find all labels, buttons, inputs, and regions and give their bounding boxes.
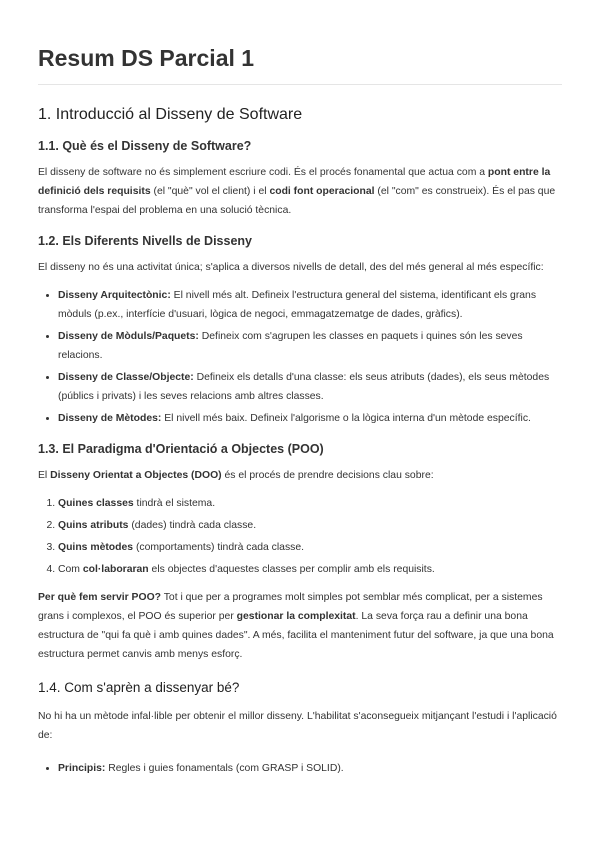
section-1-1-paragraph — [38, 163, 562, 220]
section-1-3-heading: 1.3. El Paradigma d'Orientació a Objectes (POO) — [38, 442, 324, 456]
section-1-2-intro: El disseny no és una activitat única; s'aplica a diversos nivells de detall, des del més general al més específic: — [38, 262, 544, 273]
list-item — [58, 327, 562, 365]
item-label: Disseny de Mètodes: — [58, 413, 162, 424]
list-item — [58, 368, 562, 406]
list-item — [58, 759, 562, 778]
list-item — [58, 286, 562, 324]
item-label: Disseny Arquitectònic: — [58, 290, 171, 301]
section-1-2-heading: 1.2. Els Diferents Nivells de Disseny — [38, 234, 252, 248]
text-run: Tot i que per a programes molt simples pot semblar més complicat, per a sistemes grans i complexos, el POO és superior per — [38, 592, 543, 622]
list-item — [58, 409, 562, 428]
item-label: Disseny de Classe/Objecte: — [58, 372, 194, 383]
item-label: col·laboraran — [82, 564, 149, 575]
list-item — [58, 494, 562, 513]
item-text: Defineix els detalls d'una classe: els seus atributs (dades), els seus mètodes (públics i privats) i les seves relacions amb altres classes. — [58, 372, 550, 402]
item-text: (dades) tindrà cada classe. — [128, 520, 257, 531]
item-pre: Com — [58, 564, 83, 575]
list-item — [58, 516, 562, 535]
item-text: tindrà el sistema. — [133, 498, 216, 509]
item-text: Defineix com s'agrupen les classes en paquets i quines són les seves relacions. — [58, 331, 523, 361]
why-oop-paragraph — [38, 588, 562, 664]
section-1-heading: 1. Introducció al Disseny de Software — [38, 106, 303, 123]
text-run: El — [38, 470, 51, 481]
item-text: els objectes d'aquestes classes per complir amb els requisits. — [148, 564, 435, 575]
item-label: Quins atributs — [58, 520, 129, 531]
item-text: El nivell més alt. Defineix l'estructura general del sistema, identificant els grans mòduls (p.ex., interfície d'usuari, lògica de negoci, emmagatzematge de dades, gràfics). — [58, 290, 537, 320]
text-run: (el "què" vol el client) i el — [150, 186, 270, 197]
document-title: Resum DS Parcial 1 — [38, 0, 562, 85]
bold-run: Per què fem servir POO? — [38, 592, 162, 603]
text-run: és el procés de prendre decisions clau sobre: — [221, 470, 434, 481]
bold-run: Disseny Orientat a Objectes (DOO) — [50, 470, 222, 481]
section-1-4-heading: 1.4. Com s'aprèn a dissenyar bé? — [38, 680, 240, 695]
item-label: Principis: — [58, 763, 106, 774]
text-run: (el "com" es construeix). És el pas que transforma l'espai del problema en una solució tècnica. — [38, 186, 556, 216]
ood-decisions-list — [38, 494, 562, 579]
section-1-4-intro: No hi ha un mètode infal·lible per obtenir el millor disseny. L'habilitat s'aconsegueix mitjançant l'estudi i l'aplicació de: — [38, 711, 557, 741]
learning-list — [38, 759, 562, 778]
item-label: Quins mètodes — [58, 542, 134, 553]
section-1-3-intro — [38, 466, 562, 485]
item-label: Disseny de Mòduls/Paquets: — [58, 331, 199, 342]
list-item — [58, 560, 562, 579]
section-1-1-heading: 1.1. Què és el Disseny de Software? — [38, 139, 252, 153]
item-text: (comportaments) tindrà cada classe. — [133, 542, 305, 553]
list-item — [58, 538, 562, 557]
item-text: Regles i guies fonamentals (com GRASP i SOLID). — [105, 763, 344, 774]
bold-run: gestionar la complexitat — [236, 611, 356, 622]
text-run: . La seva força rau a definir una bona estructura de "qui fa què i amb quines dades". A més, facilita el manteniment futur del software, ja que una bona estructura permet canvis amb menys esforç. — [38, 611, 554, 660]
bold-run: pont entre la definició dels requisits — [38, 167, 551, 197]
item-label: Quines classes — [58, 498, 134, 509]
text-run: El disseny de software no és simplement escriure codi. És el procés fonamental que actua com a — [38, 167, 488, 178]
design-levels-list — [38, 286, 562, 428]
item-text: El nivell més baix. Defineix l'algorisme o la lògica interna d'un mètode específic. — [161, 413, 531, 424]
bold-run: codi font operacional — [269, 186, 375, 197]
